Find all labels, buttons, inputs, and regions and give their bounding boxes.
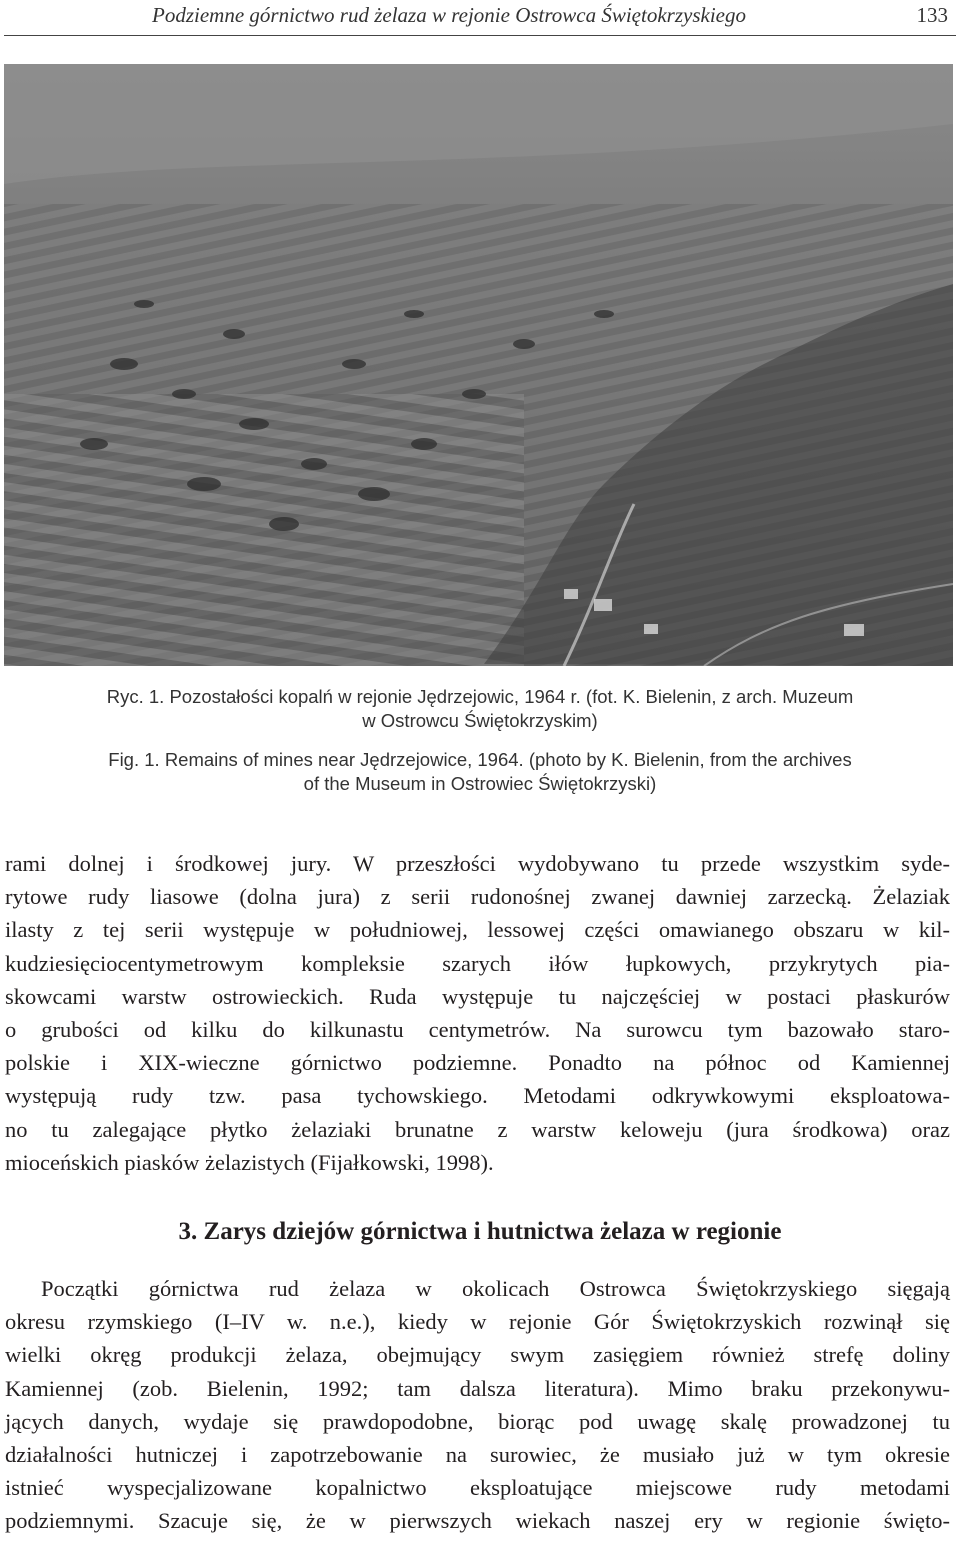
text-line: występują rudy tzw. pasa tychowskiego. Metodami odkrywkowymi eksploatowa-	[5, 1083, 950, 1109]
text-line: Początki górnictwa rud żelaza w okolicach Ostrowca Świętokrzyskiego sięgają	[41, 1276, 950, 1301]
text-line: okresu rzymskiego (I–IV w. n.e.), kiedy w rejonie Gór Świętokrzyskich rozwinął się	[5, 1309, 950, 1335]
text-line: działalności hutniczej i zapotrzebowanie na surowiec, że musiało już w tym okresie	[5, 1442, 950, 1468]
running-header	[0, 0, 960, 40]
caption-line: Ryc. 1. Pozostałości kopalń w rejonie Jędrzejowic, 1964 r. (fot. K. Bielenin, z arch. Muzeum	[106, 686, 854, 707]
aerial-photo-illustration	[4, 64, 953, 666]
text-line: ilasty z tej serii występuje w południowej, lessowej części omawianego obszaru w kil-	[5, 917, 950, 943]
running-title: Podziemne górnictwo rud żelaza w rejonie Ostrowca Świętokrzyskiego	[152, 3, 746, 27]
text-line: no tu zalegające płytko żelaziaki brunatne z warstw keloweju (jura środkowa) oraz	[5, 1116, 950, 1142]
text-line: skowcami warstw ostrowieckich. Ruda występuje tu najczęściej w postaci płaskurów	[5, 983, 950, 1009]
text-line: istnieć wyspecjalizowane kopalnictwo eksploatujące miejscowe rudy metodami	[5, 1475, 950, 1501]
caption-line: of the Museum in Ostrowiec Świętokrzyski)	[303, 773, 657, 794]
text-line: kudziesięciocentymetrowym kompleksie szarych iłów łupkowych, przykrytych pia-	[5, 950, 950, 976]
text-line: Kamiennej (zob. Bielenin, 1992; tam dalsza literatura). Mimo braku przekonywu-	[5, 1375, 950, 1401]
text-line: jących danych, wydaje się prawdopodobne, biorąc pod uwagę skalę prowadzonej tu	[5, 1408, 950, 1434]
caption-line: w Ostrowcu Świętokrzyskim)	[362, 710, 598, 731]
text-line: rami dolnej i środkowej jury. W przeszłości wydobywano tu przede wszystkim syde-	[5, 851, 950, 876]
page-number: 133	[916, 3, 948, 27]
header-rule	[4, 35, 956, 36]
aerial-photograph	[4, 64, 953, 666]
text-line: o grubości od kilku do kilkunastu centymetrów. Na surowcu tym bazowało staro-	[5, 1017, 950, 1043]
text-line: rytowe rudy liasowe (dolna jura) z serii rudonośnej zwanej dawniej zarzecką. Żelaziak	[5, 884, 950, 910]
text-line: podziemnymi. Szacuje się, że w pierwszych wiekach naszej ery w regionie święto-	[5, 1508, 950, 1534]
paragraph-1	[5, 847, 950, 1179]
text-line: polskie i XIX-wieczne górnictwo podziemne. Ponadto na północ od Kamiennej	[5, 1050, 950, 1076]
figure-caption-polish	[0, 685, 960, 733]
paragraph-2	[5, 1272, 950, 1538]
section-heading: 3. Zarys dziejów górnictwa i hutnictwa żelaza w regionie	[178, 1218, 782, 1245]
text-line: wielki okręg produkcji żelaza, obejmujący swym zasięgiem również strefę doliny	[5, 1342, 950, 1368]
caption-line: Fig. 1. Remains of mines near Jędrzejowice, 1964. (photo by K. Bielenin, from the archives	[108, 749, 852, 770]
figure-caption-english	[0, 748, 960, 796]
text-line: mioceńskich piasków żelazistych (Fijałkowski, 1998).	[5, 1149, 494, 1175]
